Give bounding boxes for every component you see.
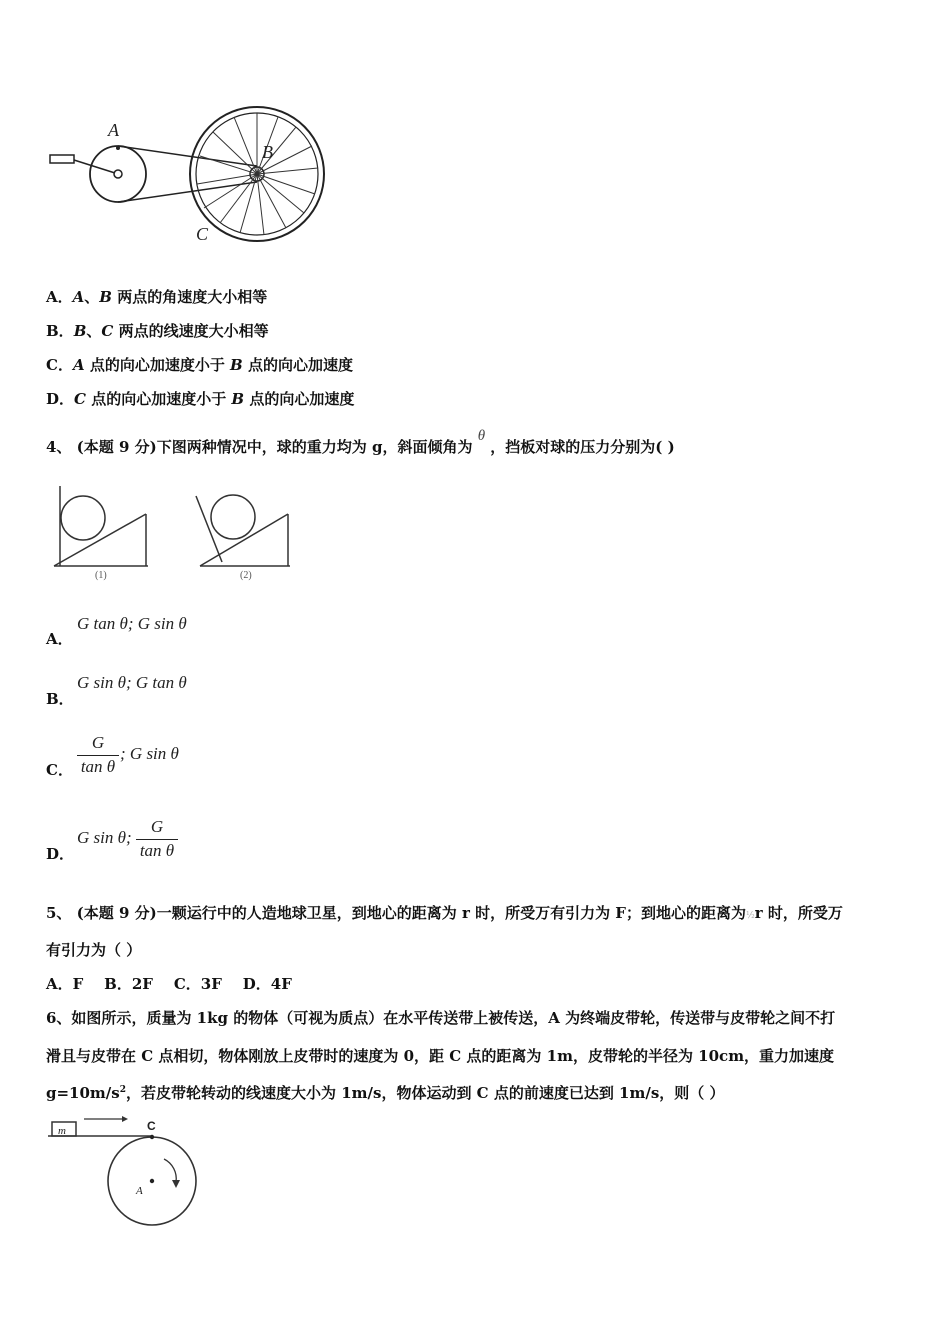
q3-option-a: A．A、B 两点的角速度大小相等: [46, 288, 268, 306]
fig-label-1: (1): [95, 570, 107, 581]
q4-stem: 4、 (本题 9 分)下图两种情况中，球的重力均为 g，斜面倾角为 θ ，挡板对球的压力分别为( ): [46, 428, 675, 456]
q4-option-a-expr: G tan θ; G sin θ: [77, 614, 187, 633]
q4-option-b-letter: B．: [46, 690, 74, 708]
label-a: A: [108, 120, 119, 140]
q5-stem-line2: 有引力为（ ）: [46, 941, 142, 959]
q3-option-b: B．B、C 两点的线速度大小相等: [46, 322, 269, 340]
q4-option-a-letter: A．: [46, 630, 73, 648]
q4-option-b-expr: G sin θ; G tan θ: [77, 673, 187, 692]
q4-option-c-letter: C．: [46, 761, 73, 779]
bicycle-wheel-figure: [40, 100, 340, 250]
q6-line3: $g=10m/s^2$，若皮带轮转动的线速度大小为 1m/s，物体运动到 C 点的前速度已达到 1m/s，则（ ）: [46, 1084, 725, 1102]
q5-options: A．F B．2F C．3F D．4F: [46, 975, 292, 993]
q4-option-d-fraction: G tan θ: [136, 817, 178, 861]
fig-label-2: (2): [240, 570, 252, 581]
label-c: C: [196, 224, 209, 244]
point-c-label: C: [147, 1119, 156, 1133]
q6-line2: 滑且与皮带在 C 点相切，物体刚放上皮带时的速度为 0，距 C 点的距离为 1m，皮带轮的半径为 10cm，重力加速度: [46, 1047, 835, 1065]
point-a-label: A: [136, 1185, 143, 1197]
q4-option-c-rest: ; G sin θ: [120, 744, 179, 763]
q3-option-d: D．C 点的向心加速度小于 B 点的向心加速度: [46, 390, 355, 408]
mass-label: m: [58, 1125, 66, 1137]
conveyor-pulley-figure: [44, 1114, 204, 1229]
q4-option-d-letter: D．: [46, 845, 75, 863]
incline-ball-figure: [50, 482, 300, 582]
q6-line1: 6、如图所示，质量为 1kg 的物体（可视为质点）在水平传送带上被传送，A 为终端皮带轮，传送带与皮带轮之间不打: [46, 1009, 836, 1027]
q4-option-c-fraction: G tan θ: [77, 733, 119, 777]
q5-stem-line1: 5、 (本题 9 分)一颗运行中的人造地球卫星，到地心的距离为 r 时，所受万有引力为 F；到地心的距离为½r 时，所受万: [46, 904, 843, 922]
q3-option-c: C．A 点的向心加速度小于 B 点的向心加速度: [46, 356, 353, 374]
q4-option-d-lead: G sin θ;: [77, 828, 132, 847]
label-b: B: [262, 142, 273, 162]
